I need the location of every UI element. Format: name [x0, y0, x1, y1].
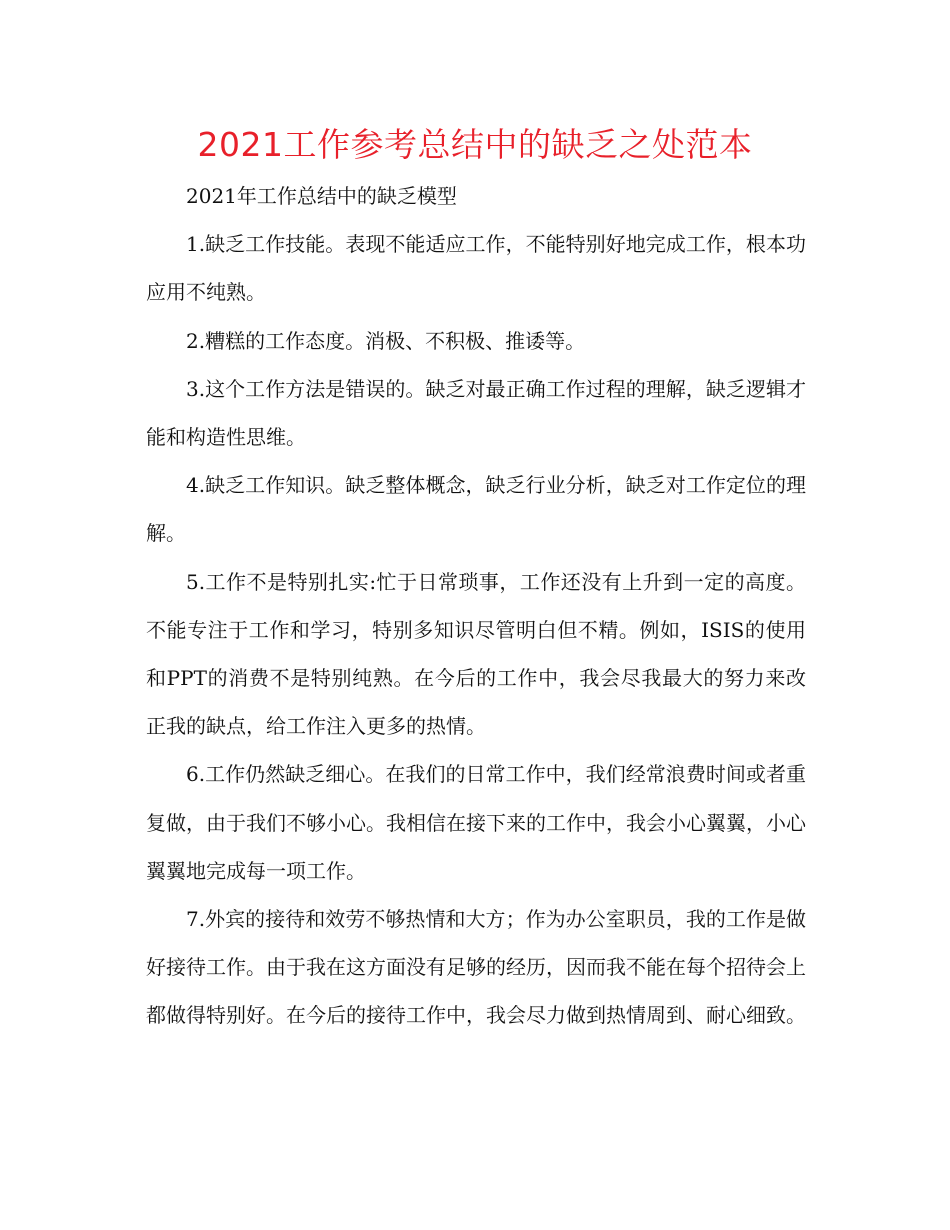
paragraph-item-4: 4.缺乏工作知识。缺乏整体概念，缺乏行业分析，缺乏对工作定位的理解。: [146, 473, 806, 546]
paragraph-item-1: 1.缺乏工作技能。表现不能适应工作，不能特别好地完成工作，根本功应用不纯熟。: [146, 232, 806, 305]
paragraph-item-3: 3.这个工作方法是错误的。缺乏对最正确工作过程的理解，缺乏逻辑才能和构造性思维。: [146, 376, 806, 450]
paragraph-item-5: 5.工作不是特别扎实:忙于日常琐事，工作还没有上升到一定的高度。不能专注于工作和学习，特别多知识尽管明白但不精。例如，ISIS的使用和PPT的消费不是特别纯熟。在今后的工作中，我会尽我最大的努力来改正我的缺点，给工作注入更多的热情。: [146, 569, 806, 739]
paragraph-item-6: 6.工作仍然缺乏细心。在我们的日常工作中，我们经常浪费时间或者重复做，由于我们不够小心。我相信在接下来的工作中，我会小心翼翼，小心翼翼地完成每一项工作。: [146, 762, 806, 883]
paragraph-item-7: 7.外宾的接待和效劳不够热情和大方；作为办公室职员，我的工作是做好接待工作。由于我在这方面没有足够的经历，因而我不能在每个招待会上都做得特别好。在今后的接待工作中，我会尽力做到热情周到、耐心细致。: [146, 907, 806, 1028]
document-title: 2021工作参考总结中的缺乏之处范本: [197, 125, 753, 164]
paragraph-subtitle: 2021年工作总结中的缺乏模型: [186, 184, 457, 208]
document-body: [146, 172, 806, 1040]
paragraph-item-2: 2.糟糕的工作态度。消极、不积极、推诿等。: [186, 328, 586, 353]
